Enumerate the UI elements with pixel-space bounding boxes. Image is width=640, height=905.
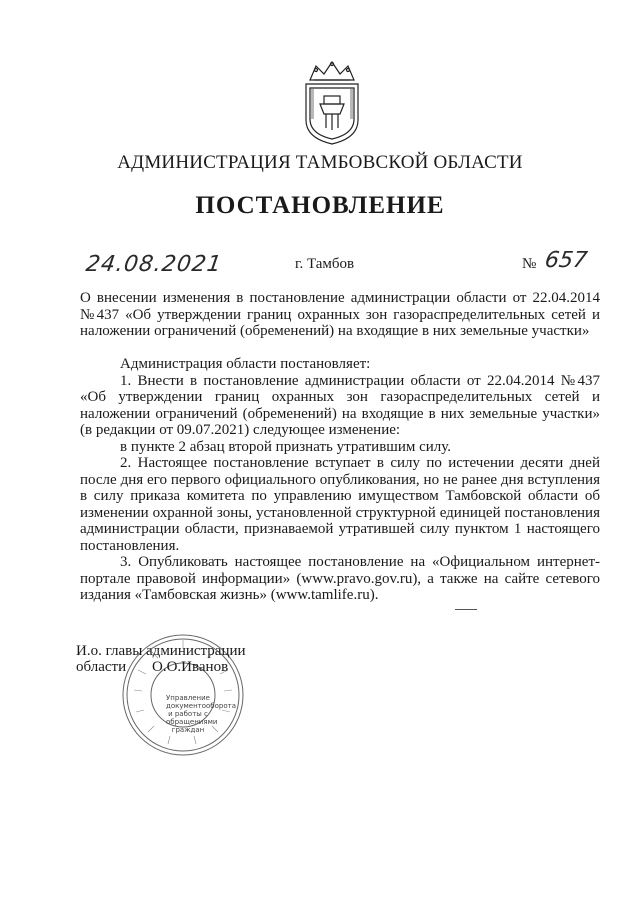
divider xyxy=(455,609,477,610)
signatory-position-line1: И.о. главы администрации xyxy=(76,643,246,659)
item-3: 3. Опубликовать настоящее постановление на «Официальном интернет-портале правовой информации» (www.pravo.gov.ru), а также на сайте сетевого издания «Тамбовская жизнь» (www.tamlife.ru). xyxy=(80,554,600,603)
stamp-inner-text: Управление документооборота и работы с обращениями граждан xyxy=(166,694,236,734)
number-label: № xyxy=(522,256,537,272)
handwritten-number: 657 xyxy=(543,248,589,273)
signatory-position-line2: области xyxy=(76,659,127,675)
coat-of-arms-icon xyxy=(296,58,368,146)
document-body xyxy=(80,356,600,604)
handwritten-date: 24.08.2021 xyxy=(84,252,224,277)
organization-title: АДМИНИСТРАЦИЯ ТАМБОВСКОЙ ОБЛАСТИ xyxy=(117,152,523,173)
item-1: 1. Внести в постановление администрации области от 22.04.2014 №437 «Об утверждении границ охранных зон газораспределительных сетей и наложении ограничений (обременений) на входящие в них земельные участки» (в редакции от 09.07.2021) следующее изменение: xyxy=(80,372,600,438)
item-1-subitem: в пункте 2 абзац второй признать утратившим силу. xyxy=(120,438,452,455)
document-subject: О внесении изменения в постановление администрации области от 22.04.2014 №437 «Об утверждении границ охранных зон газораспределительных сетей и наложении ограничений (обременений) на входящие в них земельные участки» xyxy=(80,290,600,339)
signatory-name: О.О.Иванов xyxy=(152,659,229,675)
preamble: Администрация области постановляет: xyxy=(120,356,371,372)
document-type-title: ПОСТАНОВЛЕНИЕ xyxy=(195,192,445,219)
item-2: 2. Настоящее постановление вступает в силу по истечении десяти дней после дня его первого официального опубликования, но не ранее дня вступления в силу приказа комитета по управлению имуществом Тамбовской области об изменении охранной зоны, установленной структурной единицей постановления администрации области, признаваемой утратившей силу пунктом 1 настоящего постановления. xyxy=(80,455,600,554)
city-label: г. Тамбов xyxy=(295,256,355,272)
